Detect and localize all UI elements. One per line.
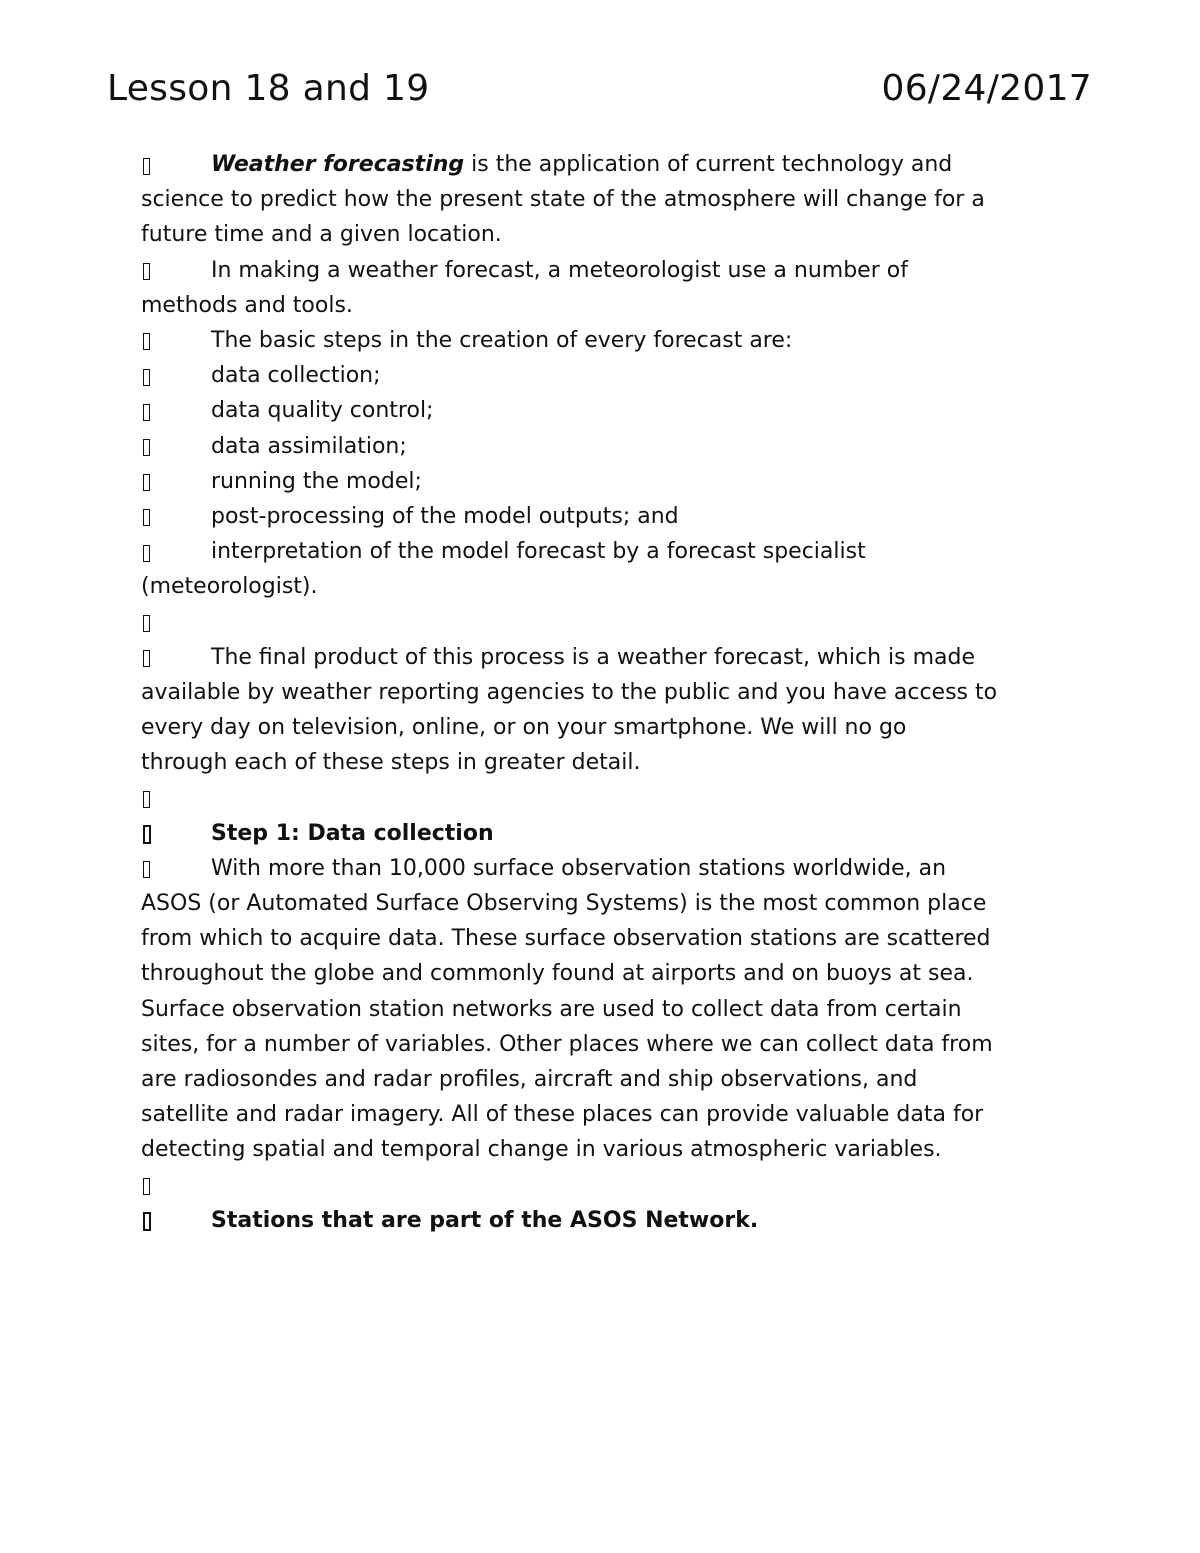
paragraph-line: available by weather reporting agencies to the public and you have access to [141, 679, 998, 705]
paragraph-text: The basic steps in the creation of every forecast are: [211, 327, 793, 353]
step-text: running the model; [211, 468, 422, 494]
paragraph-line: ASOS (or Automated Surface Observing Systems) is the most common place [141, 890, 987, 916]
document-body [141, 147, 1076, 1238]
bullet-icon [141, 464, 211, 499]
bullet-icon [141, 640, 211, 675]
list-item [141, 499, 1076, 534]
bullet-icon [141, 147, 211, 182]
list-item [141, 464, 1076, 499]
paragraph-line [141, 640, 1076, 675]
bullet-icon [141, 780, 211, 815]
paragraph-text: is the application of current technology and [464, 152, 953, 177]
paragraph-line: throughout the globe and commonly found at airports and on buoys at sea. [141, 961, 974, 987]
paragraph-line: satellite and radar imagery. All of these places can provide valuable data for [141, 1102, 984, 1128]
paragraph-line [141, 147, 1076, 182]
paragraph-line: (meteorologist). [141, 574, 318, 600]
paragraph-line: sites, for a number of variables. Other places where we can collect data from [141, 1031, 993, 1057]
step-text: interpretation of the model forecast by a forecast specialist [211, 539, 866, 565]
paragraph-line: Surface observation station networks are used to collect data from certain [141, 996, 962, 1022]
paragraph-line: future time and a given location. [141, 222, 502, 248]
list-item [141, 429, 1076, 464]
paragraph-text: In making a weather forecast, a meteorologist use a number of [211, 257, 908, 283]
empty-line [141, 780, 1076, 815]
section-heading: Step 1: Data collection [211, 820, 494, 846]
bullet-icon [141, 393, 211, 428]
heading-line [141, 1203, 1076, 1238]
bullet-icon [141, 1167, 211, 1202]
paragraph-line: through each of these steps in greater detail. [141, 750, 641, 776]
paragraph-line: methods and tools. [141, 292, 353, 318]
paragraph-text: With more than 10,000 surface observation stations worldwide, an [211, 855, 947, 881]
bullet-icon [141, 499, 211, 534]
list-item [141, 393, 1076, 428]
bullet-icon [141, 429, 211, 464]
step-text: post-processing of the model outputs; and [211, 503, 679, 529]
step-text: data collection; [211, 363, 381, 389]
paragraph-line: from which to acquire data. These surface observation stations are scattered [141, 926, 991, 952]
bullet-icon [141, 358, 211, 393]
lesson-date: 06/24/2017 [881, 68, 1092, 109]
step-text: data assimilation; [211, 433, 407, 459]
paragraph-line [141, 851, 1076, 886]
list-item [141, 534, 1076, 569]
list-item [141, 358, 1076, 393]
paragraph-text: The final product of this process is a weather forecast, which is made [211, 644, 975, 670]
bullet-icon [141, 534, 211, 569]
bullet-icon [141, 816, 211, 851]
term-weather-forecasting: Weather forecasting [211, 152, 465, 177]
paragraph-line [141, 253, 1076, 288]
bullet-icon [141, 851, 211, 886]
bullet-icon [141, 253, 211, 288]
paragraph-line [141, 323, 1076, 358]
empty-line [141, 1167, 1076, 1202]
bullet-icon [141, 1203, 211, 1238]
paragraph-line: are radiosondes and radar profiles, aircraft and ship observations, and [141, 1066, 918, 1092]
heading-line [141, 816, 1076, 851]
bullet-icon [141, 323, 211, 358]
page-header [107, 68, 1092, 124]
section-heading: Stations that are part of the ASOS Network. [211, 1207, 759, 1233]
bullet-icon [141, 604, 211, 639]
empty-line [141, 604, 1076, 639]
paragraph-line: detecting spatial and temporal change in various atmospheric variables. [141, 1137, 942, 1163]
lesson-title: Lesson 18 and 19 [107, 68, 430, 109]
step-text: data quality control; [211, 398, 434, 424]
paragraph-line: science to predict how the present state of the atmosphere will change for a [141, 187, 985, 213]
paragraph-line: every day on television, online, or on your smartphone. We will no go [141, 715, 907, 740]
